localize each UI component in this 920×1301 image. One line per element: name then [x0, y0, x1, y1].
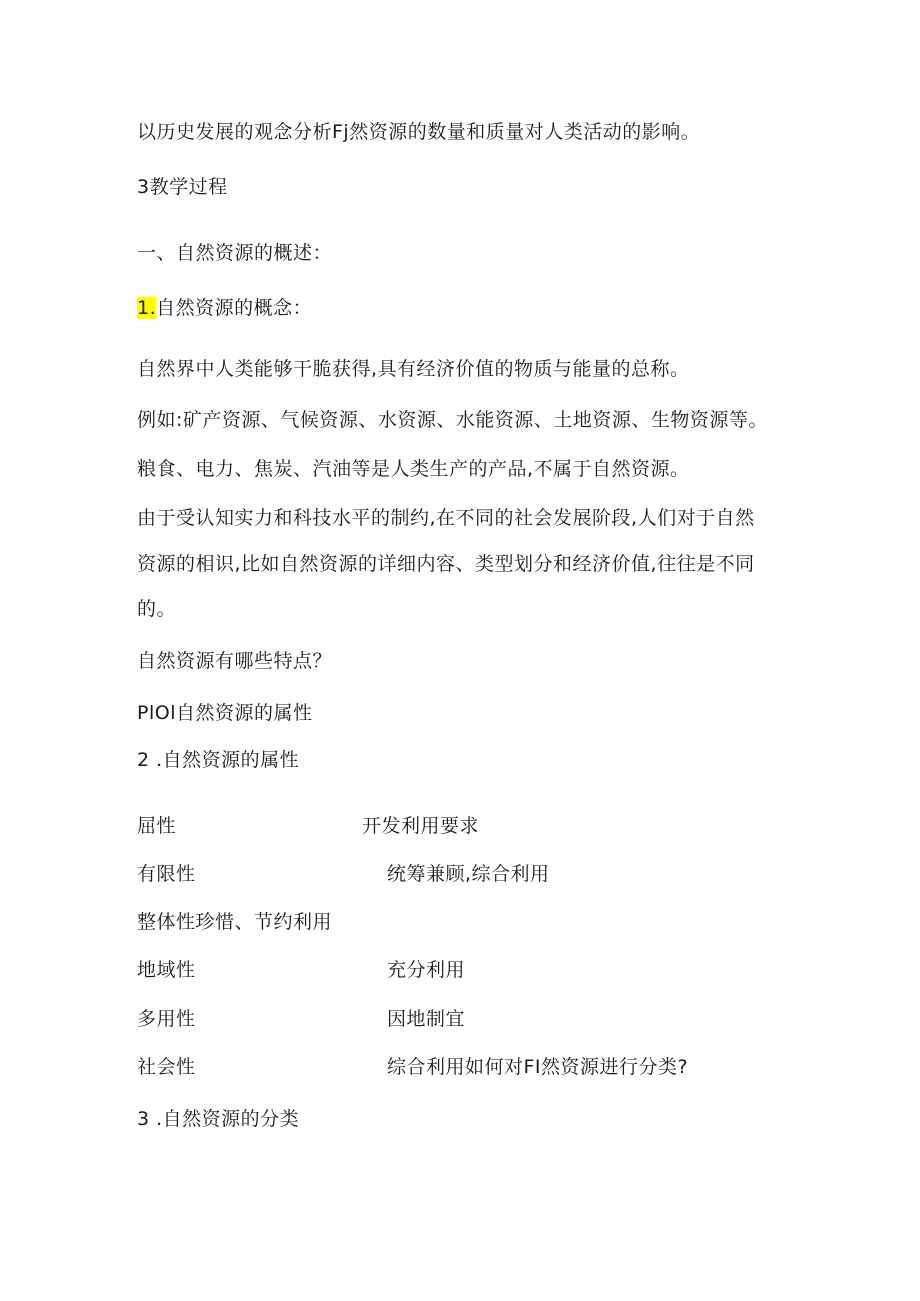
item-2-title: 2 .自然资源的属性 — [137, 749, 300, 771]
definition-text: 自然界中人类能够干脆获得,具有经济价值的物质与能量的总称。 — [137, 358, 690, 380]
section-title: 3教学过程 — [137, 176, 228, 198]
table-row — [137, 862, 550, 886]
row-req: 统筹兼顾,综合利用 — [387, 863, 550, 885]
table-row — [137, 910, 332, 934]
row-attr: 社会性 — [137, 1056, 196, 1078]
row-req: 充分利用 — [387, 959, 466, 981]
table-header-attr: 屈性 — [137, 815, 177, 837]
table-row — [137, 958, 466, 982]
table-header-row — [137, 814, 480, 838]
row-attr: 整体性珍惜、节约利用 — [137, 911, 333, 933]
question-1: 自然资源有哪些特点？ — [137, 650, 333, 672]
item-1-number-highlight: 1. — [137, 297, 157, 319]
item-1-heading — [137, 296, 312, 320]
paragraph-line-3: 的。 — [137, 598, 177, 620]
row-req: 综合利用如何对FI然资源进行分类? — [387, 1056, 689, 1078]
ploi-line: PlOl自然资源的属性 — [137, 702, 313, 724]
row-req: 因地制宜 — [387, 1008, 466, 1030]
table-row — [137, 1055, 689, 1079]
row-attr: 有限性 — [137, 863, 196, 885]
table-header-req: 开发利用要求 — [362, 815, 480, 837]
row-attr: 地域性 — [137, 959, 196, 981]
item-1-title: 自然资源的概念： — [156, 297, 313, 319]
paragraph-line-2: 资源的相识,比如自然资源的详细内容、类型划分和经济价值,往往是不同 — [137, 553, 755, 575]
objective-line: 以历史发展的观念分析Fj然资源的数量和质量对人类活动的影响。 — [137, 121, 701, 143]
examples-text: 例如:矿产资源、气候资源、水资源、水能资源、土地资源、生物资源等。 — [137, 409, 768, 431]
paragraph-line-1: 由于受认知实力和科技水平的制约,在不同的社会发展阶段,人们对于自然 — [137, 507, 755, 529]
table-row — [137, 1007, 466, 1031]
non-examples-text: 粮食、电力、焦炭、汽油等是人类生产的产品,不属于自然资源。 — [137, 458, 690, 480]
row-attr: 多用性 — [137, 1008, 196, 1030]
item-3-title: 3 .自然资源的分类 — [137, 1108, 300, 1130]
heading-1: 一、自然资源的概述： — [137, 242, 333, 264]
